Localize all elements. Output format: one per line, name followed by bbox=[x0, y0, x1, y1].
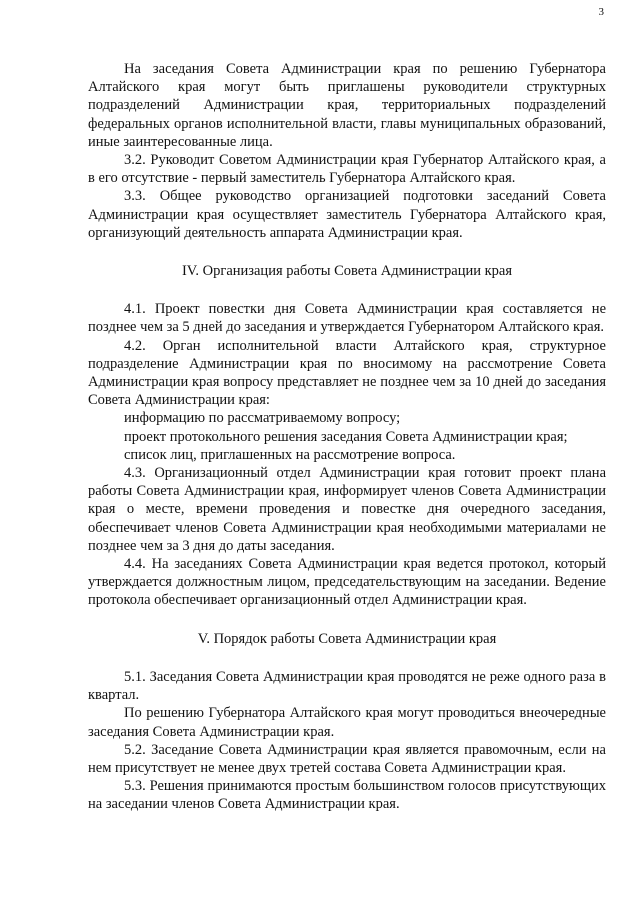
paragraph-4-2: 4.2. Орган исполнительной власти Алтайского края, структурное подразделение Администрации края по вносимому на рассмотрение Совета Администрации края вопросу представляет не позднее чем за 10 дней до заседания Совета Администрации края: bbox=[88, 337, 606, 409]
paragraph-extraordinary: По решению Губернатора Алтайского края могут проводиться внеочередные заседания Совета Администрации края. bbox=[88, 705, 606, 740]
paragraph-5-2: 5.2. Заседание Совета Администрации края является правомочным, если на нем присутствует не менее двух третей состава Совета Администрации края. bbox=[88, 741, 606, 776]
paragraph-3-2: 3.2. Руководит Советом Администрации края Губернатор Алтайского края, а в его отсутствие - первый заместитель Губернатора Алтайского края. bbox=[88, 152, 606, 187]
section-heading-iv: IV. Организация работы Совета Администрации края bbox=[181, 263, 513, 280]
list-item-information: информацию по рассматриваемому вопросу; bbox=[124, 410, 401, 427]
paragraph-5-1: 5.1. Заседания Совета Администрации края проводятся не реже одного раза в квартал. bbox=[88, 668, 606, 704]
page-number: 3 bbox=[598, 6, 604, 18]
paragraph-5-3: 5.3. Решения принимаются простым большинством голосов присутствующих на заседании членов Совета Администрации края. bbox=[88, 778, 606, 813]
section-heading-v: V. Порядок работы Совета Администрации края bbox=[197, 630, 497, 647]
list-item-invited-list: список лиц, приглашенных на рассмотрение вопроса. bbox=[124, 446, 456, 463]
paragraph-invited-guests: На заседания Совета Администрации края по решению Губернатора Алтайского края могут быть приглашены руководители структурных подразделений Администрации края, территориальных подразделений федеральных органов исполнительной власти, главы муниципальных образований, иные заинтересованные лица. bbox=[88, 61, 606, 150]
paragraph-4-1: 4.1. Проект повестки дня Совета Администрации края составляется не позднее чем за 5 дней до заседания и утверждается Губернатором Алтайского края. bbox=[88, 301, 606, 336]
list-item-draft-decision: проект протокольного решения заседания Совета Администрации края; bbox=[124, 428, 568, 445]
paragraph-3-3: 3.3. Общее руководство организацией подготовки заседаний Совета Администрации края осуществляет заместитель Губернатора Алтайского края, организующий деятельность аппарата Администрации края. bbox=[88, 188, 606, 241]
paragraph-4-3: 4.3. Организационный отдел Администрации края готовит проект плана работы Совета Администрации края, информирует членов Совета Администрации края о месте, времени проведения и повестке дня очередного заседания, обеспечивает членов Совета Администрации края необходимыми материалами не позднее чем за 3 дня до даты заседания. bbox=[88, 465, 606, 554]
document-body bbox=[88, 60, 606, 814]
paragraph-4-4: 4.4. На заседаниях Совета Администрации края ведется протокол, который утверждается должностным лицом, председательствующим на заседании. Ведение протокола обеспечивает организационный отдел Администрации края. bbox=[88, 556, 606, 609]
